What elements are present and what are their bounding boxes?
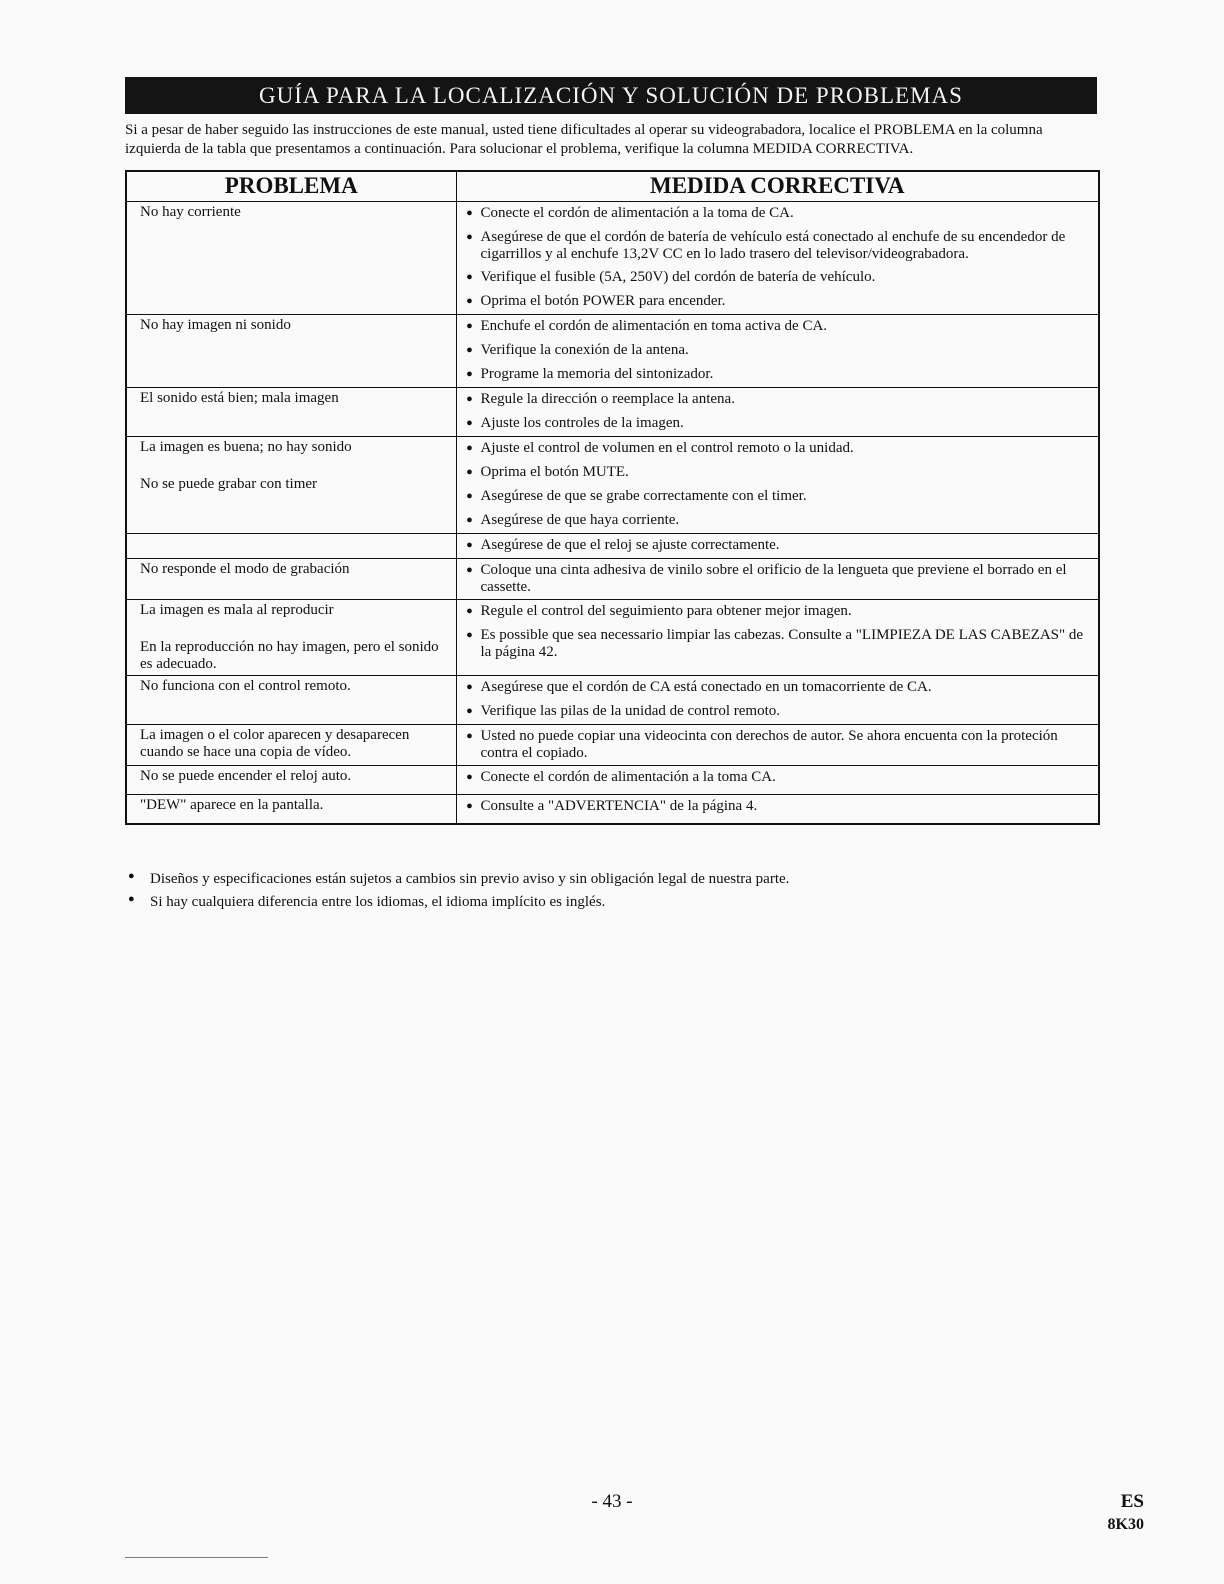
solution-item xyxy=(457,795,1091,819)
problem-text: No responde el modo de grabación xyxy=(140,560,350,577)
table-row xyxy=(126,724,1099,765)
bullet-icon: ● xyxy=(466,416,473,429)
solution-text: Regule el control del seguimiento para obtener mejor imagen. xyxy=(480,602,852,619)
table-row xyxy=(126,436,1099,533)
table-row xyxy=(126,387,1099,436)
solution-item xyxy=(457,725,1091,765)
solution-item xyxy=(457,700,1091,724)
troubleshooting-table xyxy=(125,170,1100,825)
solution-item xyxy=(457,339,1091,363)
solution-text: Verifique la conexión de la antena. xyxy=(480,341,689,358)
solution-text: Enchufe el cordón de alimentación en toma activa de CA. xyxy=(480,317,828,334)
solution-text: Asegúrese de que el cordón de batería de vehículo está conectado al enchufe de su encendedor de cigarrillos y al enchufe 13,2V CC en lo lado trasero del televisor/videograbadora. xyxy=(480,228,1066,262)
bullet-icon: ● xyxy=(466,680,473,693)
solution-text: Asegúrese de que el reloj se ajuste correctamente. xyxy=(480,536,780,553)
bullet-icon: ● xyxy=(466,465,473,478)
solution-cell xyxy=(456,558,1099,599)
problem-text: La imagen o el color aparecen y desaparecen cuando se hace una copia de vídeo. xyxy=(140,726,410,760)
table-row xyxy=(126,599,1099,675)
solution-item xyxy=(457,624,1091,664)
solution-item xyxy=(457,266,1091,290)
solution-text: Ajuste los controles de la imagen. xyxy=(480,414,684,431)
table-row xyxy=(126,533,1099,558)
note-item xyxy=(125,868,1100,891)
solution-text: Ajuste el control de volumen en el control remoto o la unidad. xyxy=(480,439,854,456)
solution-text: Asegúrese de que se grabe correctamente con el timer. xyxy=(480,487,807,504)
problem-cell xyxy=(126,794,456,824)
problem-text: El sonido está bien; mala imagen xyxy=(140,389,339,406)
footer-rule xyxy=(125,1557,268,1558)
solution-item xyxy=(457,290,1091,314)
header-problema: PROBLEMA xyxy=(126,171,456,201)
notes-list xyxy=(125,868,1100,914)
bullet-icon: ● xyxy=(466,294,473,307)
solution-cell xyxy=(456,314,1099,387)
solution-text: Programe la memoria del sintonizador. xyxy=(480,365,714,382)
solution-item xyxy=(457,461,1091,485)
intro-paragraph: Si a pesar de haber seguido las instrucciones de este manual, usted tiene dificultades al operar su videograbadora, localice el PROBLEMA en la columna izquierda de la tabla que presentamos a continuación. Para solucionar el problema, verifique la columna MEDIDA CORRECTIVA. xyxy=(125,122,1043,157)
solution-text: Regule la dirección o reemplace la antena. xyxy=(480,390,735,407)
problem-cell xyxy=(126,533,456,558)
table-row xyxy=(126,314,1099,387)
solution-cell xyxy=(456,201,1099,314)
solution-text: Verifique el fusible (5A, 250V) del cordón de batería de vehículo. xyxy=(480,268,876,285)
solution-item xyxy=(457,363,1091,387)
problem-text: La imagen es mala al reproducir xyxy=(140,601,334,618)
page-number: - 43 - xyxy=(591,1491,633,1512)
table-row xyxy=(126,675,1099,724)
solution-cell xyxy=(456,794,1099,824)
solution-text: Asegúrese de que haya corriente. xyxy=(480,511,680,528)
bullet-icon: ● xyxy=(466,513,473,526)
solution-item xyxy=(457,676,1091,700)
bullet-icon: ● xyxy=(466,563,473,576)
table-body xyxy=(126,201,1099,824)
solution-cell xyxy=(456,436,1099,533)
solution-text: Oprima el botón MUTE. xyxy=(480,463,629,480)
problem-cell xyxy=(126,436,456,533)
solution-text: Oprima el botón POWER para encender. xyxy=(480,292,726,309)
problem-cell xyxy=(126,387,456,436)
solution-text: Verifique las pilas de la unidad de control remoto. xyxy=(480,702,780,719)
problem-text: La imagen es buena; no hay sonido xyxy=(140,438,352,455)
problem-text: En la reproducción no hay imagen, pero el sonido es adecuado. xyxy=(140,638,439,672)
solution-cell xyxy=(456,533,1099,558)
table-row xyxy=(126,558,1099,599)
solution-text: Es possible que sea necessario limpiar las cabezas. Consulte a "LIMPIEZA DE LAS CABEZAS" de la página 42. xyxy=(480,626,1084,660)
bullet-icon: ● xyxy=(466,704,473,717)
solution-item xyxy=(457,437,1091,461)
bullet-icon: ● xyxy=(466,628,473,641)
problem-cell xyxy=(126,724,456,765)
problem-cell xyxy=(126,675,456,724)
header-medida-correctiva: MEDIDA CORRECTIVA xyxy=(456,171,1099,201)
solution-item xyxy=(457,315,1091,339)
solution-item xyxy=(457,202,1091,226)
problem-cell xyxy=(126,558,456,599)
problem-text: No hay corriente xyxy=(140,203,241,220)
solution-item xyxy=(457,559,1091,599)
bullet-icon: ● xyxy=(466,538,473,551)
note-text: Si hay cualquiera diferencia entre los idiomas, el idioma implícito es inglés. xyxy=(150,894,606,910)
note-text: Diseños y especificaciones están sujetos a cambios sin previo aviso y sin obligación legal de nuestra parte. xyxy=(150,871,790,887)
solution-text: Usted no puede copiar una videocinta con derechos de autor. Se ahora encuenta con la proteción contra el copiado. xyxy=(480,727,1058,761)
bullet-icon: ● xyxy=(466,441,473,454)
solution-item xyxy=(457,600,1091,624)
problem-cell xyxy=(126,201,456,314)
table-row xyxy=(126,765,1099,794)
solution-item xyxy=(457,412,1091,436)
solution-text: Conecte el cordón de alimentación a la toma de CA. xyxy=(480,204,794,221)
bullet-icon: ● xyxy=(466,230,473,243)
bullet-icon: ● xyxy=(466,343,473,356)
bullet-icon: ● xyxy=(466,770,473,783)
solution-cell xyxy=(456,765,1099,794)
problem-cell xyxy=(126,314,456,387)
page-title: GUÍA PARA LA LOCALIZACIÓN Y SOLUCIÓN DE PROBLEMAS xyxy=(125,77,1097,114)
table-row xyxy=(126,201,1099,314)
solution-item xyxy=(457,509,1091,533)
solution-item xyxy=(457,226,1091,266)
bullet-icon: ● xyxy=(466,729,473,742)
problem-cell xyxy=(126,599,456,675)
bullet-icon: ● xyxy=(466,604,473,617)
bullet-icon: ● xyxy=(466,489,473,502)
solution-text: Conecte el cordón de alimentación a la toma CA. xyxy=(480,768,776,785)
table-row xyxy=(126,794,1099,824)
solution-cell xyxy=(456,599,1099,675)
solution-item xyxy=(457,534,1091,558)
solution-text: Consulte a "ADVERTENCIA" de la página 4. xyxy=(480,797,758,814)
solution-cell xyxy=(456,675,1099,724)
problem-text: No funciona con el control remoto. xyxy=(140,677,351,694)
problem-text: No hay imagen ni sonido xyxy=(140,316,291,333)
solution-text: Coloque una cinta adhesiva de vinilo sobre el orificio de la lengueta que previene el borrado en el cassette. xyxy=(480,561,1067,595)
problem-cell xyxy=(126,765,456,794)
table-header-row xyxy=(126,171,1099,201)
bullet-icon: ● xyxy=(466,799,473,812)
model-code: 8K30 xyxy=(1107,1516,1144,1533)
problem-text: "DEW" aparece en la pantalla. xyxy=(140,796,324,813)
solution-cell xyxy=(456,724,1099,765)
solution-item xyxy=(457,766,1091,790)
solution-item xyxy=(457,485,1091,509)
bullet-icon: ● xyxy=(466,319,473,332)
bullet-icon: ● xyxy=(128,893,135,905)
bullet-icon: ● xyxy=(466,392,473,405)
bullet-icon: ● xyxy=(466,367,473,380)
problem-text: No se puede grabar con timer xyxy=(140,475,318,492)
solution-cell xyxy=(456,387,1099,436)
bullet-icon: ● xyxy=(466,270,473,283)
solution-item xyxy=(457,388,1091,412)
bullet-icon: ● xyxy=(128,870,135,882)
note-item xyxy=(125,891,1100,914)
solution-text: Asegúrese que el cordón de CA está conectado en un tomacorriente de CA. xyxy=(480,678,932,695)
language-code: ES xyxy=(1120,1491,1144,1512)
bullet-icon: ● xyxy=(466,206,473,219)
problem-text: No se puede encender el reloj auto. xyxy=(140,767,352,784)
